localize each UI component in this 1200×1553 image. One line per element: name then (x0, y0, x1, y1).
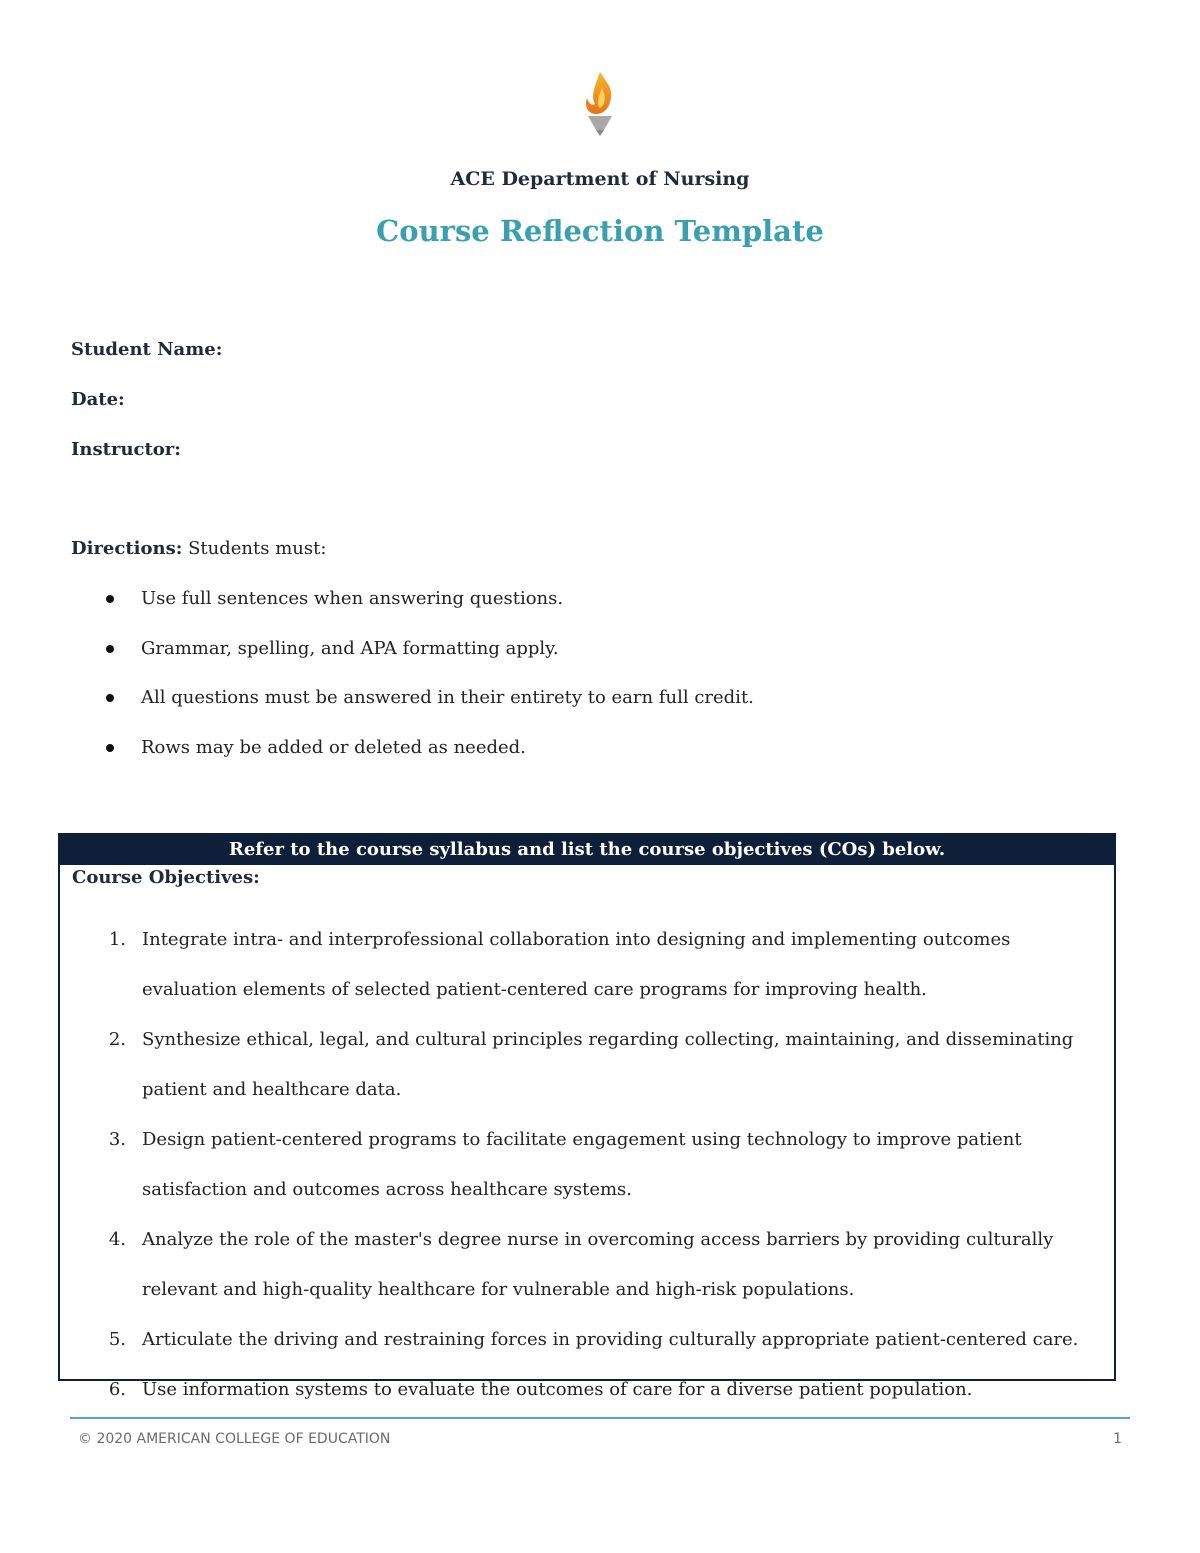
list-item-text: Use full sentences when answering questions. (141, 588, 564, 609)
objectives-table (58, 833, 1116, 1400)
objective-number: 4. (108, 1229, 126, 1250)
bullet-icon (106, 595, 114, 603)
objective-item (104, 1015, 1104, 1115)
directions-intro: Students must: (182, 538, 327, 559)
objective-number: 5. (108, 1329, 126, 1350)
objective-item (104, 1315, 1104, 1365)
objective-item (104, 1365, 1104, 1415)
objective-text: Analyze the role of the master's degree nurse in overcoming access barriers by providing culturally relevant and high-quality healthcare for vulnerable and high-risk populations. (142, 1229, 1054, 1300)
list-item (100, 587, 754, 637)
objective-number: 1. (108, 929, 126, 950)
objective-text: Integrate intra- and interprofessional collaboration into designing and implementing outcomes evaluation elements of selected patient-centered care programs for improving health. (142, 929, 1011, 1000)
objective-number: 3. (108, 1129, 126, 1150)
objectives-table-header: Refer to the course syllabus and list the course objectives (COs) below. (60, 835, 1114, 865)
bullet-icon (106, 645, 114, 653)
date-label: Date: (71, 389, 125, 410)
student-name-label: Student Name: (71, 339, 223, 360)
list-item-text: Rows may be added or deleted as needed. (141, 736, 526, 758)
objective-text: Design patient-centered programs to facilitate engagement using technology to improve patient satisfaction and outcomes across healthcare systems. (142, 1129, 1022, 1200)
objective-text: Use information systems to evaluate the outcomes of care for a diverse patient population. (142, 1379, 973, 1400)
department-heading: ACE Department of Nursing (450, 168, 750, 190)
list-item (100, 686, 754, 736)
objective-item (104, 915, 1104, 1015)
list-item (100, 736, 754, 786)
directions (71, 538, 326, 559)
objective-item (104, 1215, 1104, 1315)
list-item-text: Grammar, spelling, and APA formatting apply. (141, 637, 559, 659)
list-item-text: All questions must be answered in their entirety to earn full credit. (141, 687, 754, 708)
torch-flame-icon (578, 70, 622, 138)
course-objectives-label: Course Objectives: (72, 867, 260, 888)
footer-divider (70, 1417, 1130, 1419)
directions-label: Directions: (71, 538, 183, 559)
objective-item (104, 1115, 1104, 1215)
objective-number: 2. (108, 1029, 126, 1050)
bullet-icon (106, 694, 114, 702)
objective-number: 6. (108, 1379, 126, 1400)
footer-copyright: © 2020 AMERICAN COLLEGE OF EDUCATION (78, 1431, 391, 1447)
instructor-label: Instructor: (71, 439, 181, 460)
list-item (100, 637, 754, 687)
page-number: 1 (1113, 1431, 1122, 1447)
directions-list (100, 587, 754, 785)
objectives-list (104, 915, 1104, 1415)
objective-text: Articulate the driving and restraining forces in providing culturally appropriate patient-centered care. (142, 1329, 1079, 1350)
bullet-icon (106, 744, 114, 752)
objective-text: Synthesize ethical, legal, and cultural principles regarding collecting, maintaining, and disseminating patient and healthcare data. (142, 1029, 1074, 1100)
page-title: Course Reflection Template (376, 214, 824, 248)
